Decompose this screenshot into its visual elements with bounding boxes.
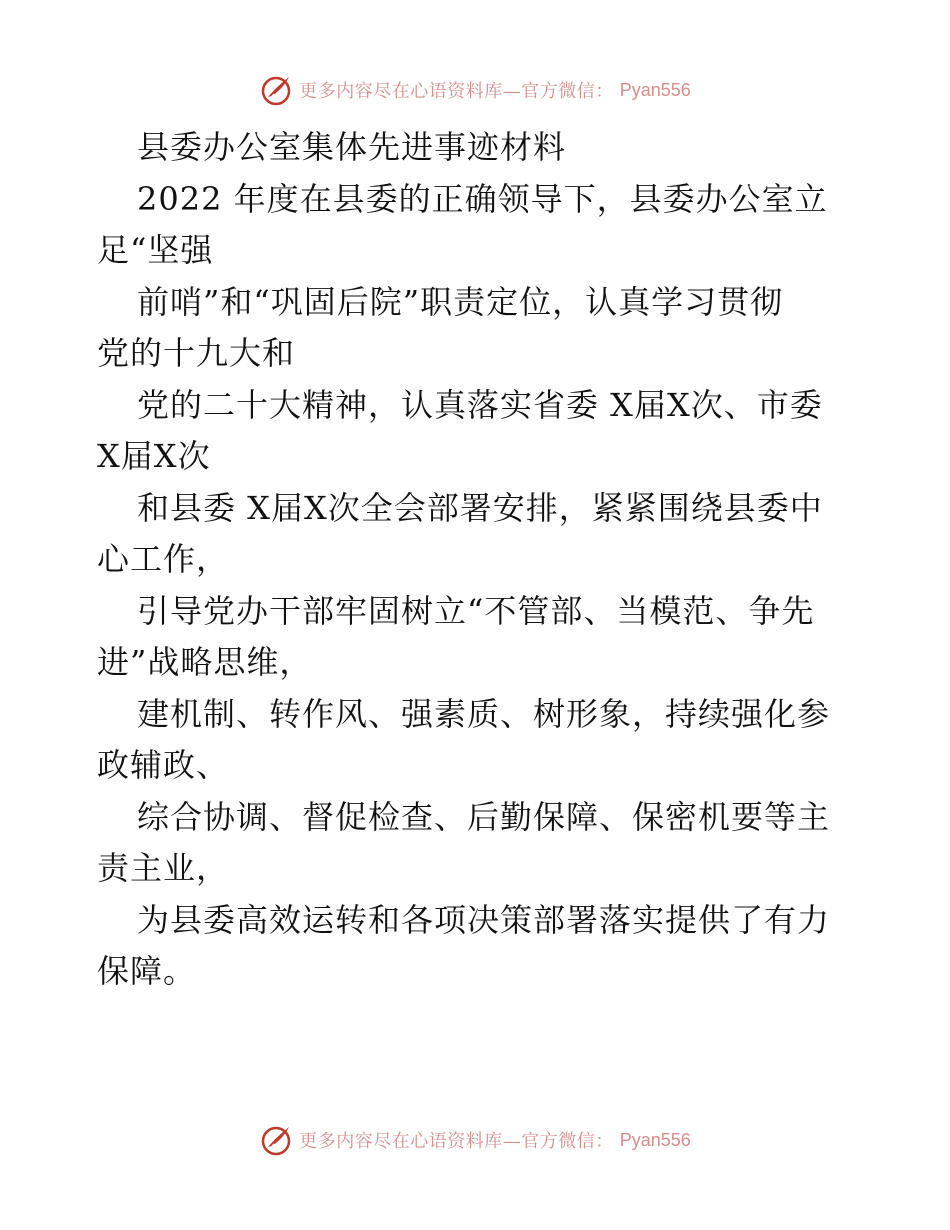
paragraph-line: 2022 年度在县委的正确领导下，县委办公室立 bbox=[137, 179, 828, 218]
quill-pen-logo-icon bbox=[259, 73, 293, 107]
footer-wechat-id: Pyan556 bbox=[619, 1129, 691, 1150]
paragraph-line: 心工作， bbox=[97, 540, 230, 578]
paragraph-line: 党的十九大和 bbox=[97, 334, 296, 372]
paragraph-line: 进”战略思维， bbox=[97, 643, 313, 681]
paragraph-line: 和县委 X届X次全会部署安排，紧紧围绕县委中 bbox=[137, 488, 823, 527]
document-body bbox=[97, 122, 857, 998]
header-slogan: 更多内容尽在心语资料库—官方微信： bbox=[299, 81, 614, 102]
paragraph-line: 引导党办干部牢固树立“不管部、当模范、争先 bbox=[137, 591, 815, 630]
paragraph-line: 足“坚强 bbox=[97, 231, 214, 269]
paragraph-line: X届X次 bbox=[97, 437, 211, 475]
paragraph-line: 党的二十大精神，认真落实省委 X届X次、市委 bbox=[137, 385, 823, 424]
paragraph-line: 保障。 bbox=[97, 952, 197, 990]
paragraph-line: 综合协调、督促检查、后勤保障、保密机要等主 bbox=[137, 797, 831, 836]
paragraph-line: 前哨”和“巩固后院”职责定位，认真学习贯彻 bbox=[137, 282, 784, 321]
header-wechat-id: Pyan556 bbox=[619, 79, 691, 100]
paragraph-line: 责主业， bbox=[97, 849, 230, 887]
document-title: 县委办公室集体先进事迹材料 bbox=[137, 128, 567, 166]
paragraph-line: 政辅政、 bbox=[97, 746, 230, 784]
header-watermark bbox=[0, 70, 950, 110]
quill-pen-logo-icon bbox=[259, 1123, 293, 1157]
paragraph-line: 建机制、转作风、强素质、树形象，持续强化参 bbox=[137, 694, 831, 733]
footer-slogan: 更多内容尽在心语资料库—官方微信： bbox=[299, 1131, 614, 1152]
footer-watermark bbox=[0, 1120, 950, 1160]
paragraph-line: 为县委高效运转和各项决策部署落实提供了有力 bbox=[137, 900, 831, 939]
